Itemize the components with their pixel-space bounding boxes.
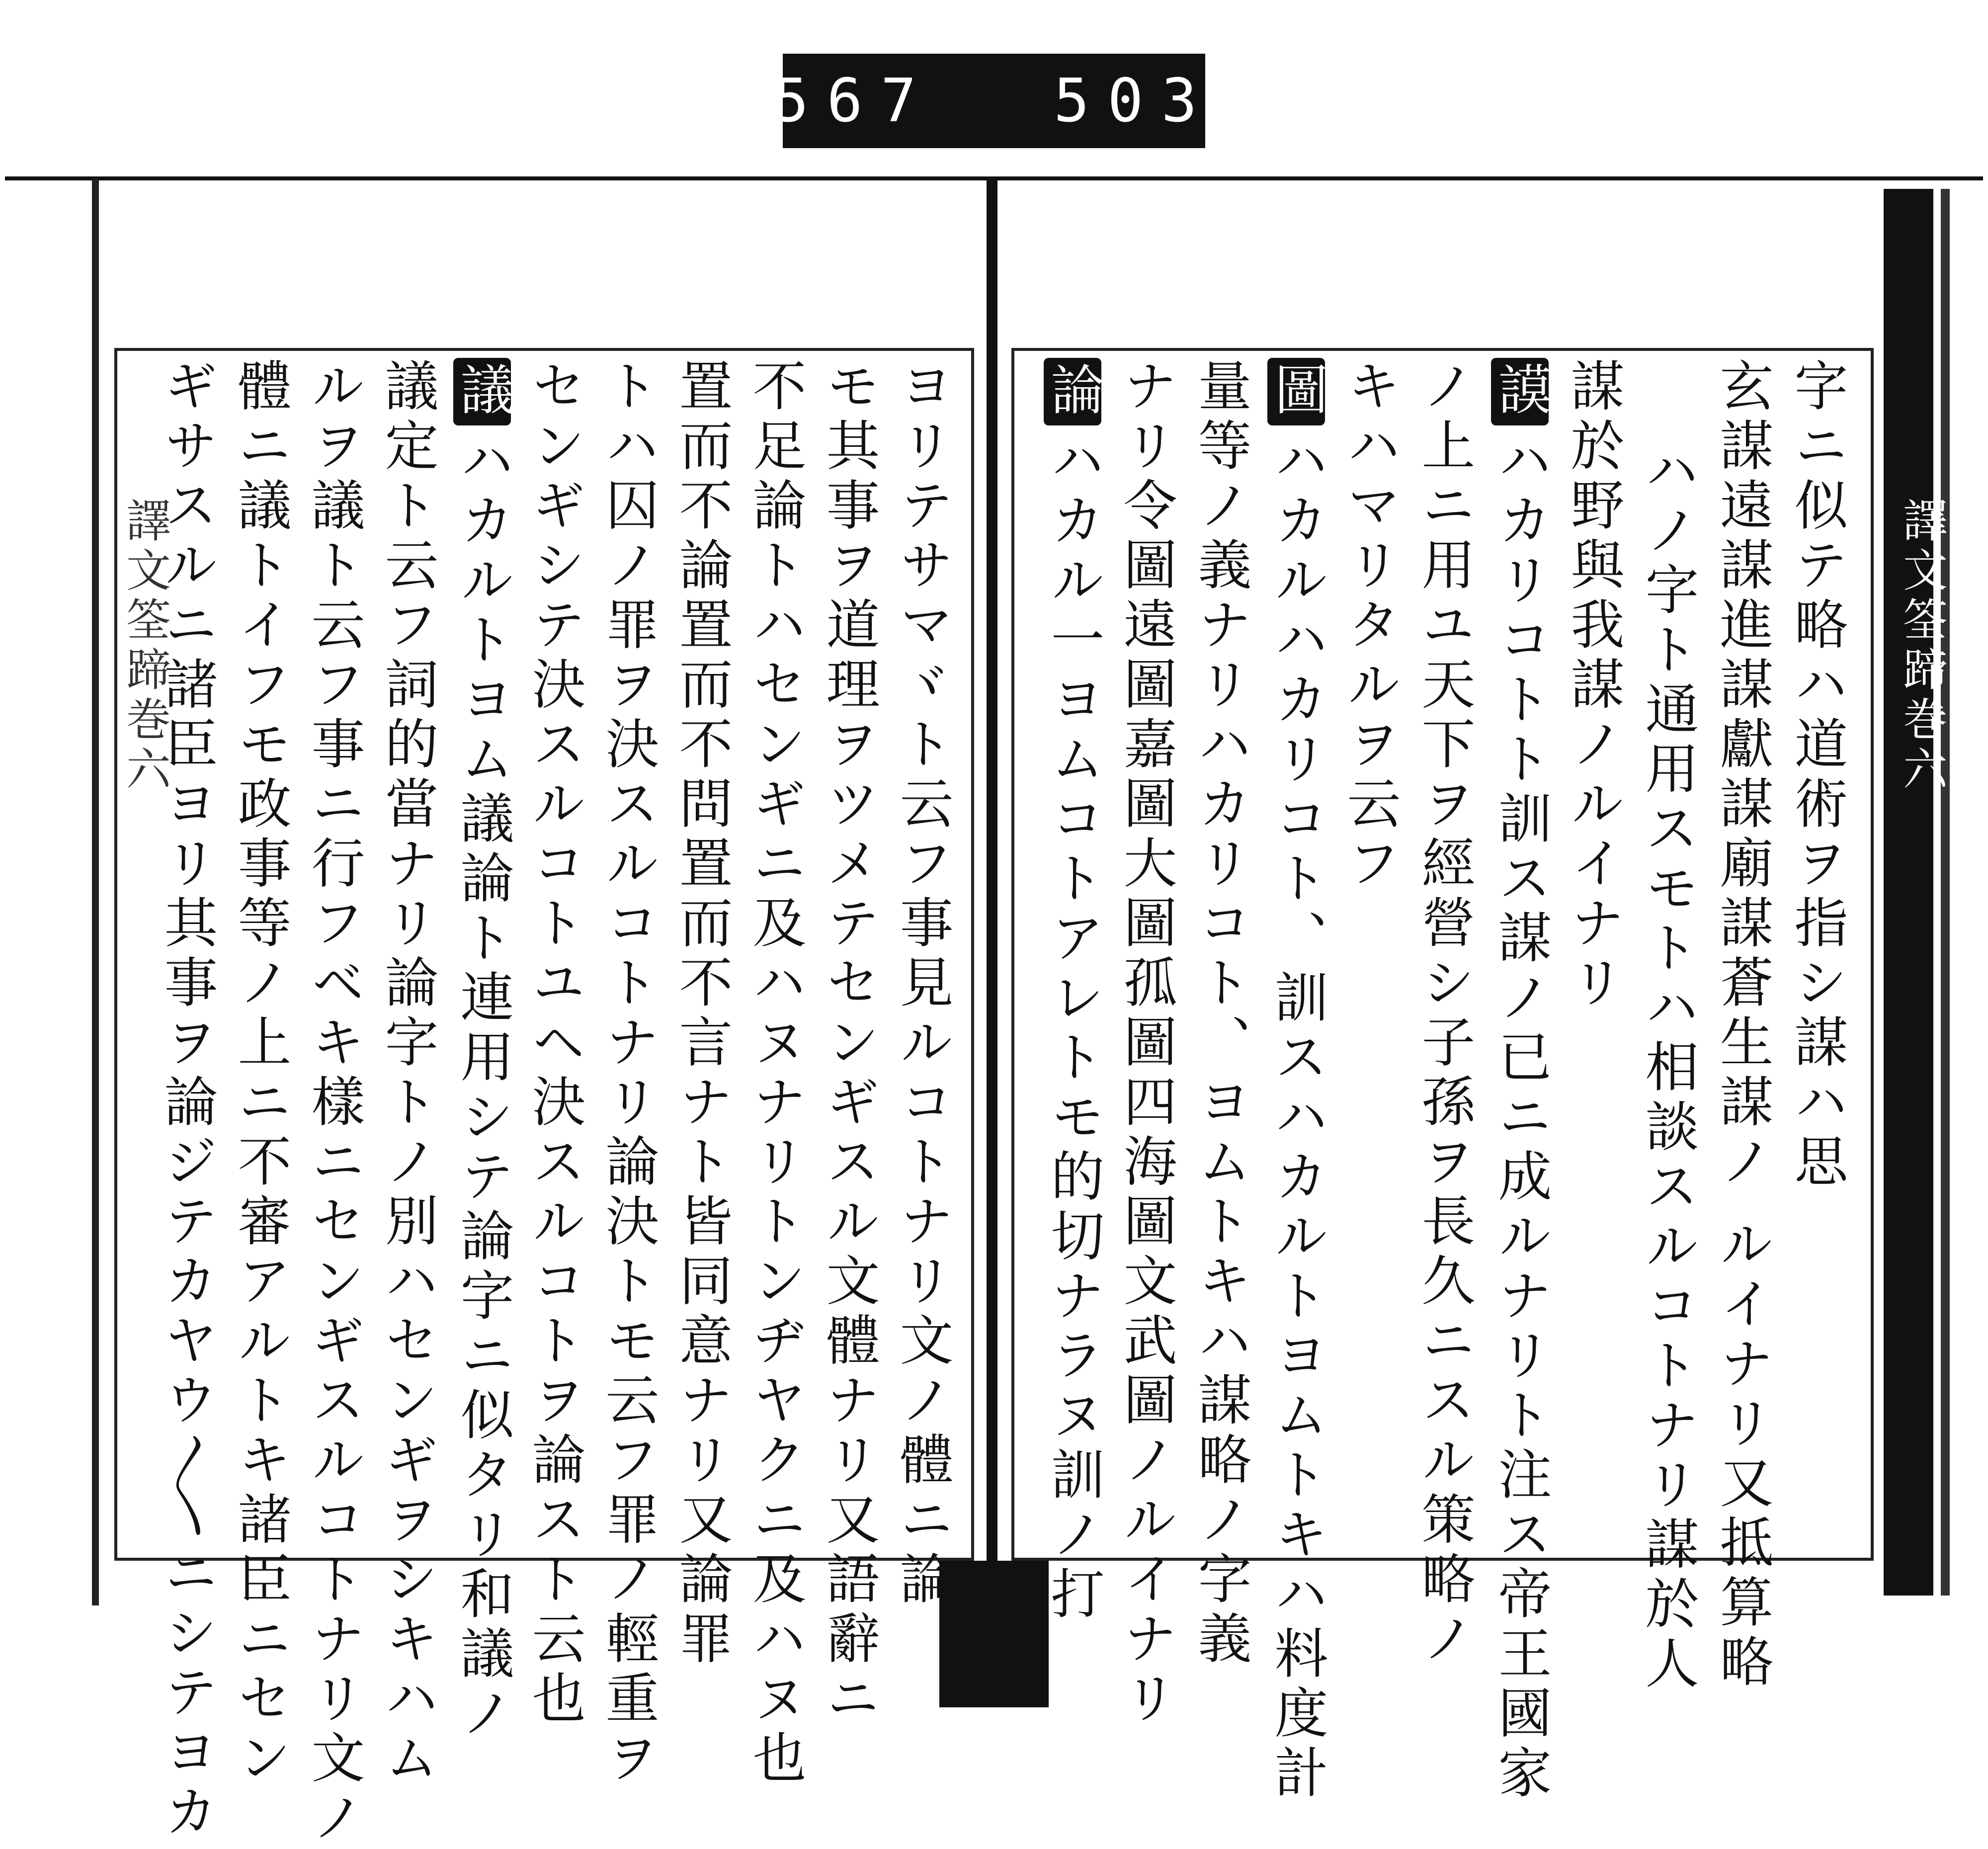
spine-shadow xyxy=(939,1561,1049,1707)
column-text: ハカルトヨム議論ト連用シテ論字ニ似タリ和議ノ xyxy=(451,432,513,1745)
text-column xyxy=(1636,442,1698,1695)
text-column xyxy=(1114,358,1176,1730)
column-text: ハカル一ヨムコトアレトモ的切ナラヌ訓ノ打 xyxy=(1042,432,1104,1625)
column-text: ヨリテサマヾト云フ事見ルコトナリ文ノ體ニ論 xyxy=(891,358,953,1610)
column-text: トハ囚ノ罪ヲ決スルコトナリ論決トモ云フ罪ノ輕重ヲ xyxy=(596,358,659,1789)
text-column xyxy=(744,358,806,1789)
text-column xyxy=(596,358,659,1789)
catalog-label xyxy=(773,54,1215,148)
text-column xyxy=(376,358,438,1789)
column-text: 置而不論置而不問置而不言ナト皆同意ナリ又論罪 xyxy=(670,358,732,1670)
right-binding-edge xyxy=(1884,189,1933,1596)
text-column xyxy=(1711,358,1773,1693)
text-column xyxy=(1338,358,1400,1551)
column-text: ノ上ニ用ユ天下ヲ經營シ子孫ヲ長久ニスル策略ノ xyxy=(1412,358,1475,1670)
column-text: 議定ト云フ詞的當ナリ論字トノ別ハセンギヲシキハム xyxy=(376,358,438,1789)
entry-heading-mark: 圖 xyxy=(1267,358,1325,425)
column-text: 量等ノ義ナリハカリコト、ヨムトキハ謀略ノ字義 xyxy=(1189,358,1251,1670)
left-margin-title: 譯文筌蹄巻六 xyxy=(118,497,170,795)
entry-heading-mark: 論 xyxy=(1044,358,1101,425)
text-column xyxy=(1042,358,1104,1625)
column-text: ナリ令圖遠圖嘉圖大圖孤圖四海圖文武圖ノルイナリ xyxy=(1114,358,1176,1730)
text-column xyxy=(302,358,364,1849)
text-column xyxy=(891,358,953,1610)
column-text: ハカリコトト訓ス謀ノ已ニ成ルナリト注ス帝王國家 xyxy=(1489,432,1551,1804)
text-column xyxy=(155,358,217,1843)
column-text: ハノ字ト通用スモトハ相談スルコトナリ謀於人 xyxy=(1636,442,1698,1695)
column-text: キハマリタルヲ云フ xyxy=(1338,358,1400,895)
text-column xyxy=(229,358,291,1789)
column-text: ルヲ議ト云フ事ニ行フベキ樣ニセンギスルコトナリ文ノ xyxy=(302,358,364,1849)
entry-heading-mark: 謨 xyxy=(1491,358,1549,425)
entry-heading-mark: 議 xyxy=(453,358,511,425)
text-column xyxy=(1412,358,1475,1670)
left-page-edge xyxy=(92,179,99,1605)
book-spine xyxy=(987,179,997,1707)
column-text: センギシテ決スルコトユヘ決スルコトヲ論スト云也 xyxy=(523,358,585,1730)
text-column xyxy=(1785,358,1847,1551)
column-text: モ其事ヲ道理ヲツメテセンギスル文體ナリ又語辭ニ xyxy=(817,358,879,1730)
right-binding-edge-line xyxy=(1941,189,1950,1596)
catalog-number-right: 503 xyxy=(1054,66,1215,136)
text-column xyxy=(1562,358,1624,1551)
column-text: 體ニ議トイフモ政事等ノ上ニ不審アルトキ諸臣ニセン xyxy=(229,358,291,1789)
text-column xyxy=(670,358,732,1670)
text-column xyxy=(1489,358,1551,1804)
column-text: 玄謀遠謀進謀獻謀廟謀蒼生謀ノ ルイナリ又抵算略 xyxy=(1711,358,1773,1693)
column-text: 不足論トハセンギニ及ハヌナリトンヂヤクニ及ハヌ也 xyxy=(744,358,806,1789)
column-text: ハカルハカリコト、訓スハカルトヨムトキハ料度計 xyxy=(1265,432,1327,1804)
column-text: 字ニ似テ略ハ道術ヲ指シ謀ハ思 xyxy=(1785,358,1847,1193)
text-column xyxy=(523,358,585,1730)
text-column xyxy=(451,358,513,1745)
column-text: ギサスルニ諸臣ヨリ其事ヲ論ジテカヤウ〳〵ニシテヨカ xyxy=(155,358,217,1843)
text-column xyxy=(817,358,879,1730)
right-margin-title: 譯文筌蹄巻六 xyxy=(1895,497,1947,795)
catalog-number-left: 567 xyxy=(773,66,934,136)
text-column xyxy=(1189,358,1251,1670)
text-column xyxy=(1265,358,1327,1804)
column-text: 謀於野與我謀ノルイナリ xyxy=(1562,358,1624,1014)
